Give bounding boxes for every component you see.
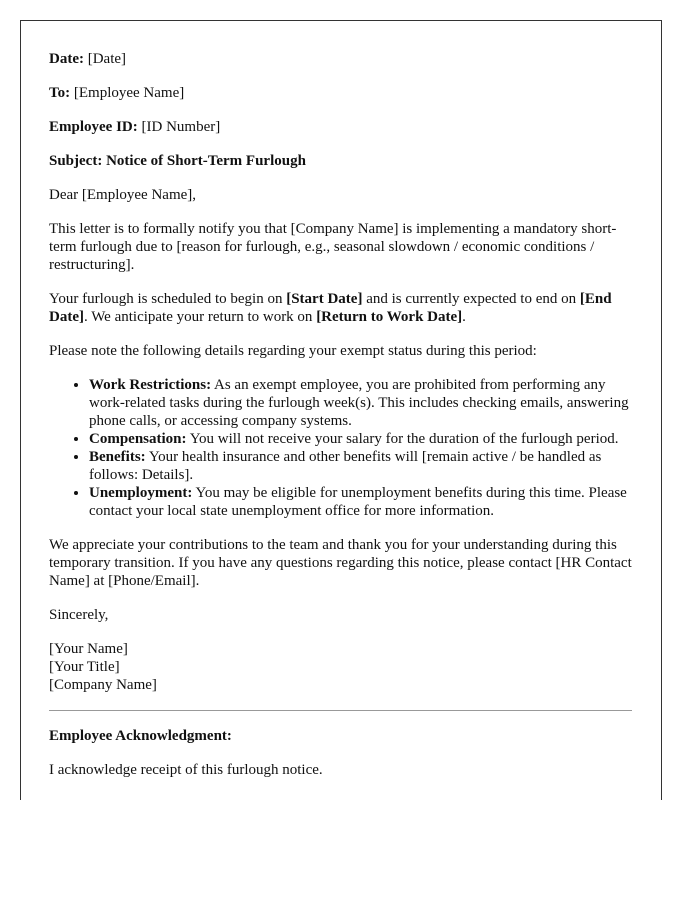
employee-id-value: [ID Number] [141,119,221,135]
detail-label: Benefits: [89,449,146,465]
detail-text: You may be eligible for unemployment benefits during this time. Please contact your local state unemployment office for more information. [89,485,627,519]
to-value: [Employee Name] [73,85,185,101]
acknowledgment-text: I acknowledge receipt of this furlough notice. [49,762,323,778]
closing-paragraph: We appreciate your contributions to the team and thank you for your understanding during this temporary transition. If you have any questions regarding this notice, please contact [HR Contact Name] at [Phone/Email]. [49,537,632,589]
detail-text: You will not receive your salary for the duration of the furlough period. [186,431,619,447]
detail-label: Work Restrictions: [89,377,212,393]
subject-line [49,152,632,170]
intro-paragraph: This letter is to formally notify you that [Company Name] is implementing a mandatory short-term furlough due to [reason for furlough, e.g., seasonal slowdown / economic conditions / restructuring]. [49,221,617,273]
schedule-paragraph [49,290,632,326]
details-list [49,376,632,520]
list-item [89,376,632,430]
acknowledgment-title [49,727,632,745]
subject: Subject: Notice of Short-Term Furlough [49,153,306,169]
start-date: [Start Date] [286,291,363,307]
detail-label: Unemployment: [89,485,193,501]
schedule-text: Your furlough is scheduled to begin on [49,291,287,307]
date-value: [Date] [87,51,127,67]
date-label: Date: [49,51,84,67]
signature-block [49,640,632,694]
detail-label: Compensation: [89,431,187,447]
detail-text: Your health insurance and other benefits will [remain active / be handled as follows: Details]. [89,449,602,483]
schedule-text: and is currently expected to end on [362,291,580,307]
greeting: Dear [Employee Name], [49,187,197,203]
schedule-text: . We anticipate your return to work on [83,309,317,325]
details-intro: Please note the following details regarding your exempt status during this period: [49,343,537,359]
date-line [49,50,632,68]
to-label: To: [49,85,71,101]
signer-name: [Your Name] [49,641,128,657]
list-item [89,448,632,484]
list-item [89,430,632,448]
acknowledgment-heading: Employee Acknowledgment: [49,728,232,744]
schedule-text: . [462,309,466,325]
list-item [89,484,632,520]
return-date: [Return to Work Date] [316,309,463,325]
employee-id-line [49,118,632,136]
furlough-letter [20,20,662,800]
closing: Sincerely, [49,607,109,623]
to-line [49,84,632,102]
signer-title: [Your Title] [49,659,120,675]
employee-id-label: Employee ID: [49,119,138,135]
detail-text: As an exempt employee, you are prohibited from performing any work-related tasks during the furlough week(s). This includes checking emails, answering phone calls, or accessing company systems. [89,377,629,429]
end-date: [End Date] [49,291,612,325]
divider [49,710,632,711]
signer-company: [Company Name] [49,677,157,693]
